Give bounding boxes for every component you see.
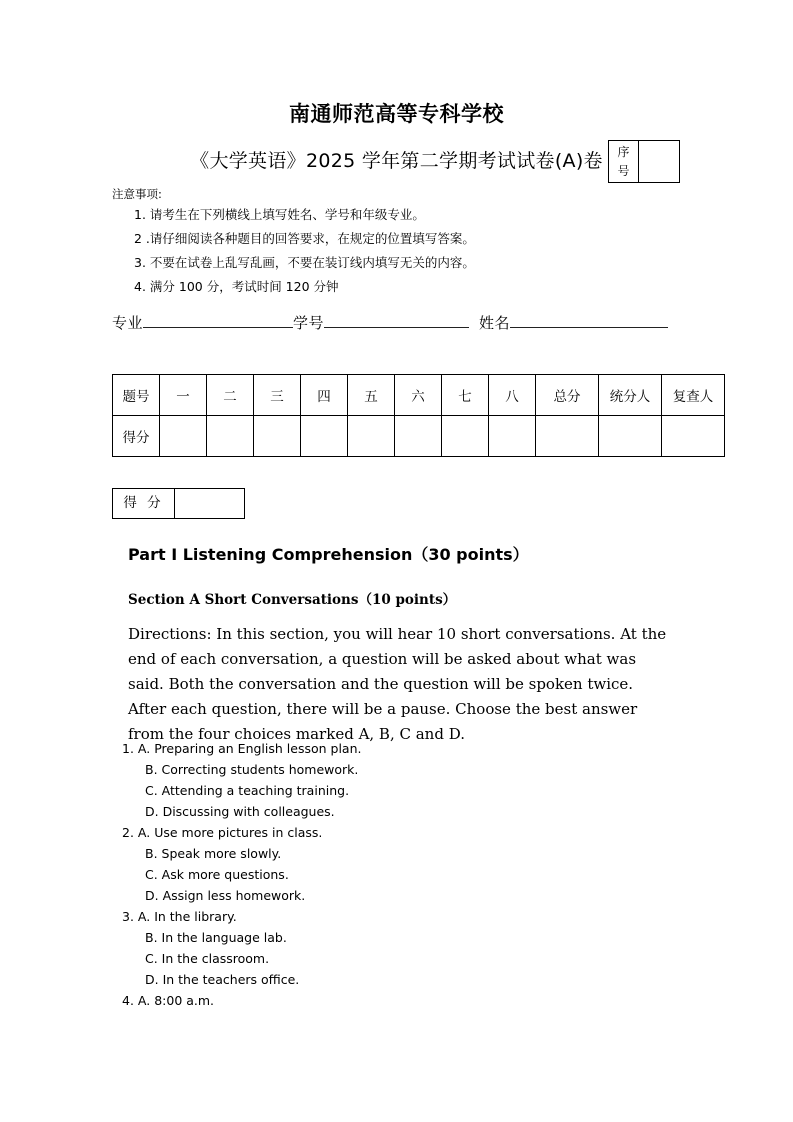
- question-number: 4.: [122, 993, 134, 1008]
- student-id-input[interactable]: [324, 312, 469, 328]
- score-table-row-label: 题号: [113, 375, 160, 416]
- question-line: [122, 906, 622, 927]
- notice-title: 注意事项:: [112, 187, 162, 201]
- notice-item: 4. 满分 100 分，考试时间 120 分钟: [134, 279, 339, 294]
- question-option[interactable]: D. In the teachers office.: [145, 972, 300, 987]
- score-table-row-label: 得分: [113, 416, 160, 457]
- question-option[interactable]: A. 8:00 a.m.: [137, 993, 215, 1008]
- list-item: [122, 990, 622, 1011]
- score-cell-tallier[interactable]: [599, 416, 662, 457]
- score-table-column-header: 总分: [536, 375, 599, 416]
- notice-item: 3. 不要在试卷上乱写乱画，不要在装订线内填写无关的内容。: [134, 255, 475, 270]
- question-number: 1.: [122, 741, 134, 756]
- part-score-field[interactable]: [175, 489, 244, 518]
- score-cell[interactable]: [395, 416, 442, 457]
- score-table-column-header: 二: [207, 375, 254, 416]
- sequence-label-char-1: 序: [617, 145, 630, 159]
- question-option[interactable]: B. Speak more slowly.: [145, 846, 282, 861]
- school-name-title: 南通师范高等专科学校: [289, 102, 504, 126]
- sequence-label-char-2: 号: [617, 164, 630, 178]
- list-item: [122, 738, 622, 822]
- list-item: [122, 906, 622, 990]
- list-item: [122, 822, 622, 906]
- score-table-column-header: 八: [489, 375, 536, 416]
- name-label: 姓名: [479, 314, 511, 332]
- score-cell[interactable]: [489, 416, 536, 457]
- question-option[interactable]: C. Ask more questions.: [145, 867, 289, 882]
- question-option[interactable]: B. In the language lab.: [145, 930, 287, 945]
- score-cell[interactable]: [348, 416, 395, 457]
- question-option[interactable]: B. Correcting students homework.: [145, 762, 359, 777]
- question-number: 2.: [122, 825, 134, 840]
- score-cell[interactable]: [160, 416, 207, 457]
- student-id-label: 学号: [293, 314, 325, 332]
- student-info-blanks: [112, 312, 712, 333]
- notice-item: 2 .请仔细阅读各种题目的回答要求，在规定的位置填写答案。: [134, 231, 475, 246]
- question-list: [122, 738, 622, 1011]
- question-number: 3.: [122, 909, 134, 924]
- question-option[interactable]: D. Assign less homework.: [145, 888, 306, 903]
- score-cell[interactable]: [301, 416, 348, 457]
- question-line: [122, 738, 622, 759]
- question-line: [122, 822, 622, 843]
- part-score-box: [112, 488, 245, 519]
- notice-list: [112, 203, 572, 299]
- part-score-label: 得 分: [113, 489, 175, 518]
- score-table-column-header: 六: [395, 375, 442, 416]
- score-table-column-header: 四: [301, 375, 348, 416]
- score-table-column-header: 五: [348, 375, 395, 416]
- question-option[interactable]: A. In the library.: [137, 909, 237, 924]
- score-table-column-header: 复查人: [662, 375, 725, 416]
- score-table-column-header: 三: [254, 375, 301, 416]
- score-cell-reviewer[interactable]: [662, 416, 725, 457]
- major-input[interactable]: [143, 312, 293, 328]
- exam-title: 《大学英语》2025 学年第二学期考试试卷(A)卷: [190, 150, 603, 172]
- question-option[interactable]: C. In the classroom.: [145, 951, 270, 966]
- score-cell[interactable]: [254, 416, 301, 457]
- sequence-number-label: [609, 141, 639, 182]
- score-table-column-header: 统分人: [599, 375, 662, 416]
- part-heading: Part I Listening Comprehension（30 points）: [128, 545, 529, 564]
- question-option[interactable]: A. Preparing an English lesson plan.: [137, 741, 362, 756]
- notice-item: 1. 请考生在下列横线上填写姓名、学号和年级专业。: [134, 207, 425, 222]
- section-heading: Section A Short Conversations（10 points）: [128, 592, 457, 608]
- name-input[interactable]: [510, 312, 668, 328]
- table-row-header: [113, 375, 725, 416]
- sequence-number-field[interactable]: [639, 141, 679, 182]
- score-cell-total[interactable]: [536, 416, 599, 457]
- question-option[interactable]: C. Attending a teaching training.: [145, 783, 350, 798]
- question-option[interactable]: A. Use more pictures in class.: [137, 825, 323, 840]
- score-table-column-header: 一: [160, 375, 207, 416]
- question-option[interactable]: D. Discussing with colleagues.: [145, 804, 335, 819]
- major-label: 专业: [112, 314, 144, 332]
- score-table-column-header: 七: [442, 375, 489, 416]
- score-cell[interactable]: [207, 416, 254, 457]
- question-line: [122, 990, 622, 1011]
- directions-text: Directions: In this section, you will hear 10 short conversations. At the end of each conversation, a question will be asked about what was said. Both the conversation and the question will be spoken twice. After each question, there will be a pause. Choose the best answer from the four choices marked A, B, C and D.: [128, 625, 667, 743]
- score-table: [112, 374, 725, 457]
- table-row-scores: [113, 416, 725, 457]
- sequence-number-box: [608, 140, 680, 183]
- score-cell[interactable]: [442, 416, 489, 457]
